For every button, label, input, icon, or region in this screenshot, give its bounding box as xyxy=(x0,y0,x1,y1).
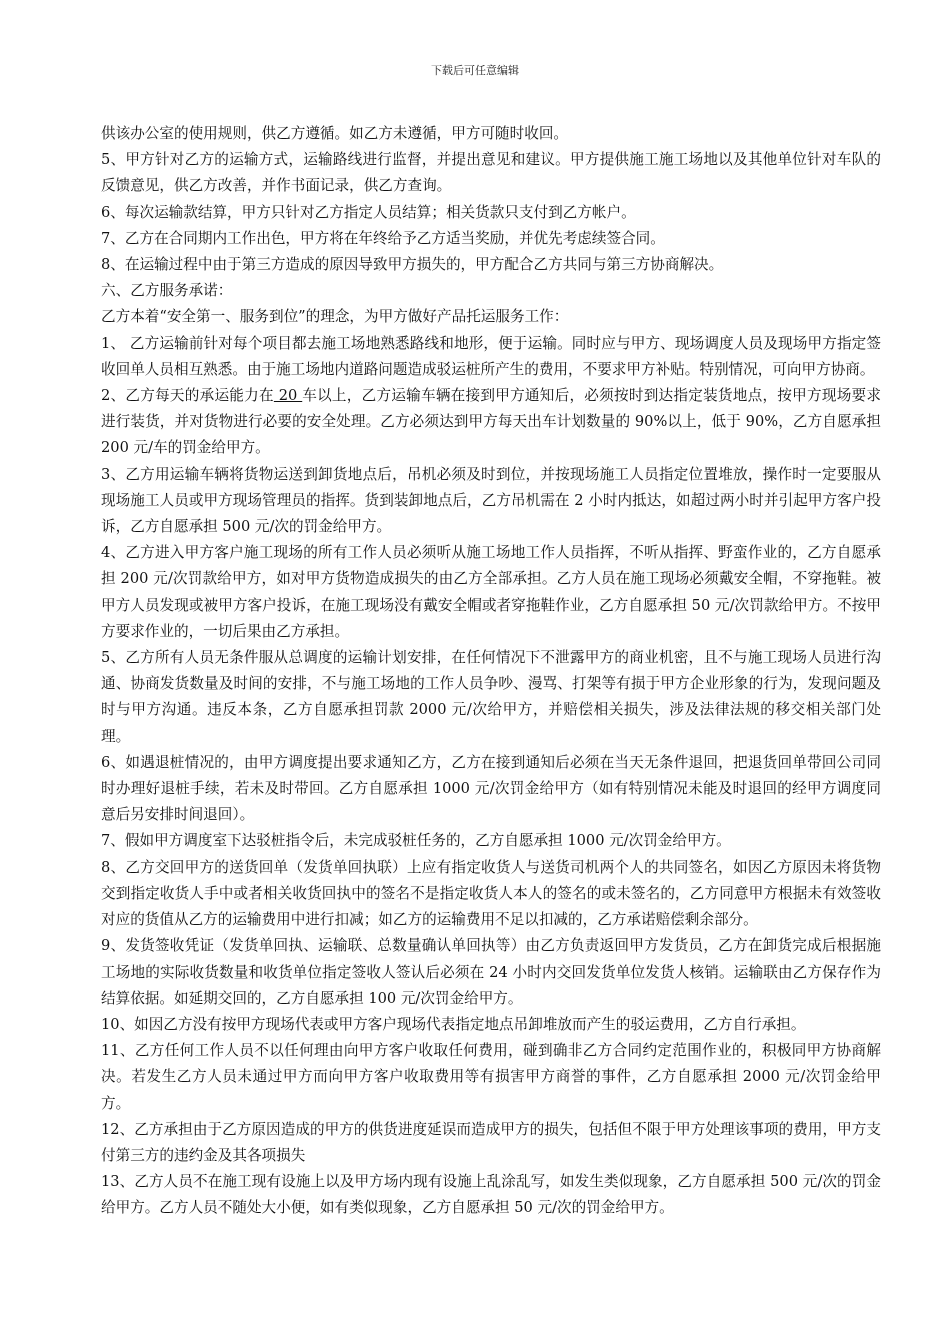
section-heading: 六、乙方服务承诺： xyxy=(101,282,233,300)
paragraph: 供该办公室的使用规则，供乙方遵循。如乙方未遵循，甲方可随时收回。 xyxy=(101,125,569,142)
paragraph: 8、在运输过程中由于第三方造成的原因导致甲方损失的，甲方配合乙方共同与第三方协商解决。 xyxy=(101,256,724,274)
paragraph: 3、乙方用运输车辆将货物运送到卸货地点后，吊机必须及时到位，并按现场施工人员指定位置堆放，操作时一定要服从现场施工人员或甲方现场管理员的指挥。货到装卸地点后，乙方吊机需在 2 小时内抵达，如超过两小时并引起甲方客户投诉，乙方自愿承担 500 元/次的罚金给甲方。 xyxy=(101,465,881,536)
paragraph: 乙方本着“安全第一、服务到位”的理念，为甲方做好产品托运服务工作： xyxy=(101,308,569,326)
document-body xyxy=(101,121,881,1222)
paragraph: 7、乙方在合同期内工作出色，甲方将在年终给予乙方适当奖励，并优先考虑续签合同。 xyxy=(101,229,665,247)
item2-text-after: 车以上，乙方运输车辆在接到甲方通知后，必须按时到达指定装货地点，按甲方现场要求进行装货，并对货物进行必要的安全处理。乙方必须达到甲方每天出车计划数量的 90%以上，低于 90%，乙方自愿承担 200 元/车的罚金给甲方。 xyxy=(101,387,881,457)
paragraph: 13、乙方人员不在施工现有设施上以及甲方场内现有设施上乱涂乱写，如发生类似现象，乙方自愿承担 500 元/次的罚金给甲方。乙方人员不随处大小便，如有类似现象，乙方自愿承担 50 元/次的罚金给甲方。 xyxy=(101,1173,881,1217)
page-header: 下载后可任意编辑 xyxy=(431,64,519,77)
paragraph: 5、甲方针对乙方的运输方式，运输路线进行监督，并提出意见和建议。甲方提供施工施工场地以及其他单位针对车队的反馈意见，供乙方改善，并作书面记录，供乙方查询。 xyxy=(101,151,881,195)
paragraph: 10、如因乙方没有按甲方现场代表或甲方客户现场代表指定地点吊卸堆放而产生的驳运费用，乙方自行承担。 xyxy=(101,1015,806,1033)
paragraph: 12、乙方承担由于乙方原因造成的甲方的供货进度延误而造成甲方的损失，包括但不限于甲方处理该事项的费用，甲方支付第三方的违约金及其各项损失 xyxy=(101,1120,881,1164)
paragraph: 5、乙方所有人员无条件服从总调度的运输计划安排，在任何情况下不泄露甲方的商业机密，且不与施工现场人员进行沟通、协商发货数量及时间的安排，不与施工场地的工作人员争吵、漫骂、打架等有损于甲方企业形象的行为，发现问题及时与甲方沟通。违反本条，乙方自愿承担罚款 2000 元/次给甲方，并赔偿相关损失，涉及法律法规的移交相关部门处理。 xyxy=(101,649,881,745)
item2-text-before: 2、乙方每天的承运能力在 xyxy=(101,387,274,405)
paragraph: 9、发货签收凭证（发货单回执、运输联、总数量确认单回执等）由乙方负责返回甲方发货员，乙方在卸货完成后根据施工场地的实际收货数量和收货单位指定签收人签认后必须在 24 小时内交回发货单位发货人核销。运输联由乙方保存作为结算依据。如延期交回的，乙方自愿承担 100 元/次罚金给甲方。 xyxy=(101,937,881,1007)
paragraph: 1、 乙方运输前针对每个项目都去施工场地熟悉路线和地形，便于运输。同时应与甲方、现场调度人员及现场甲方指定签收回单人员相互熟悉。由于施工场地内道路问题造成驳运桩所产生的费用，不要求甲方补贴。特别情况，可向甲方协商。 xyxy=(101,334,881,378)
paragraph-item-2 xyxy=(101,383,881,462)
paragraph: 8、乙方交回甲方的送货回单（发货单回执联）上应有指定收货人与送货司机两个人的共同签名，如因乙方原因未将货物交到指定收货人手中或者相关收货回执中的签名不是指定收货人本人的签名的或未签名的，乙方同意甲方根据未有效签收对应的货值从乙方的运输费用中进行扣减；如乙方的运输费用不足以扣减的，乙方承诺赔偿剩余部分。 xyxy=(101,858,881,929)
paragraph: 7、假如甲方调度室下达驳桩指令后，未完成驳桩任务的，乙方自愿承担 1000 元/次罚金给甲方。 xyxy=(101,832,731,850)
paragraph: 11、乙方任何工作人员不以任何理由向甲方客户收取任何费用，碰到确非乙方合同约定范围作业的，积极同甲方协商解决。若发生乙方人员未通过甲方而向甲方客户收取费用等有损害甲方商誉的事件，乙方自愿承担 2000 元/次罚金给甲方。 xyxy=(101,1042,881,1112)
paragraph: 6、如遇退桩情况的，由甲方调度提出要求通知乙方，乙方在接到通知后必须在当天无条件退回，把退货回单带回公司同时办理好退桩手续，若未及时带回。乙方自愿承担 1000 元/次罚金给甲方（如有特别情况未能及时退回的经甲方调度同意后另安排时间退回）。 xyxy=(101,753,881,824)
paragraph: 6、每次运输款结算，甲方只针对乙方指定人员结算；相关货款只支付到乙方帐户。 xyxy=(101,203,636,221)
paragraph: 4、乙方进入甲方客户施工现场的所有工作人员必须听从施工场地工作人员指挥，不听从指挥、野蛮作业的，乙方自愿承担 200 元/次罚款给甲方，如对甲方货物造成损失的由乙方全部承担。乙方人员在施工现场必须戴安全帽，不穿拖鞋。被甲方人员发现或被甲方客户投诉，在施工现场没有戴安全帽或者穿拖鞋作业，乙方自愿承担 50 元/次罚款给甲方。不按甲方要求作业的，一切后果由乙方承担。 xyxy=(101,544,881,640)
capacity-value: 20 xyxy=(273,387,303,405)
